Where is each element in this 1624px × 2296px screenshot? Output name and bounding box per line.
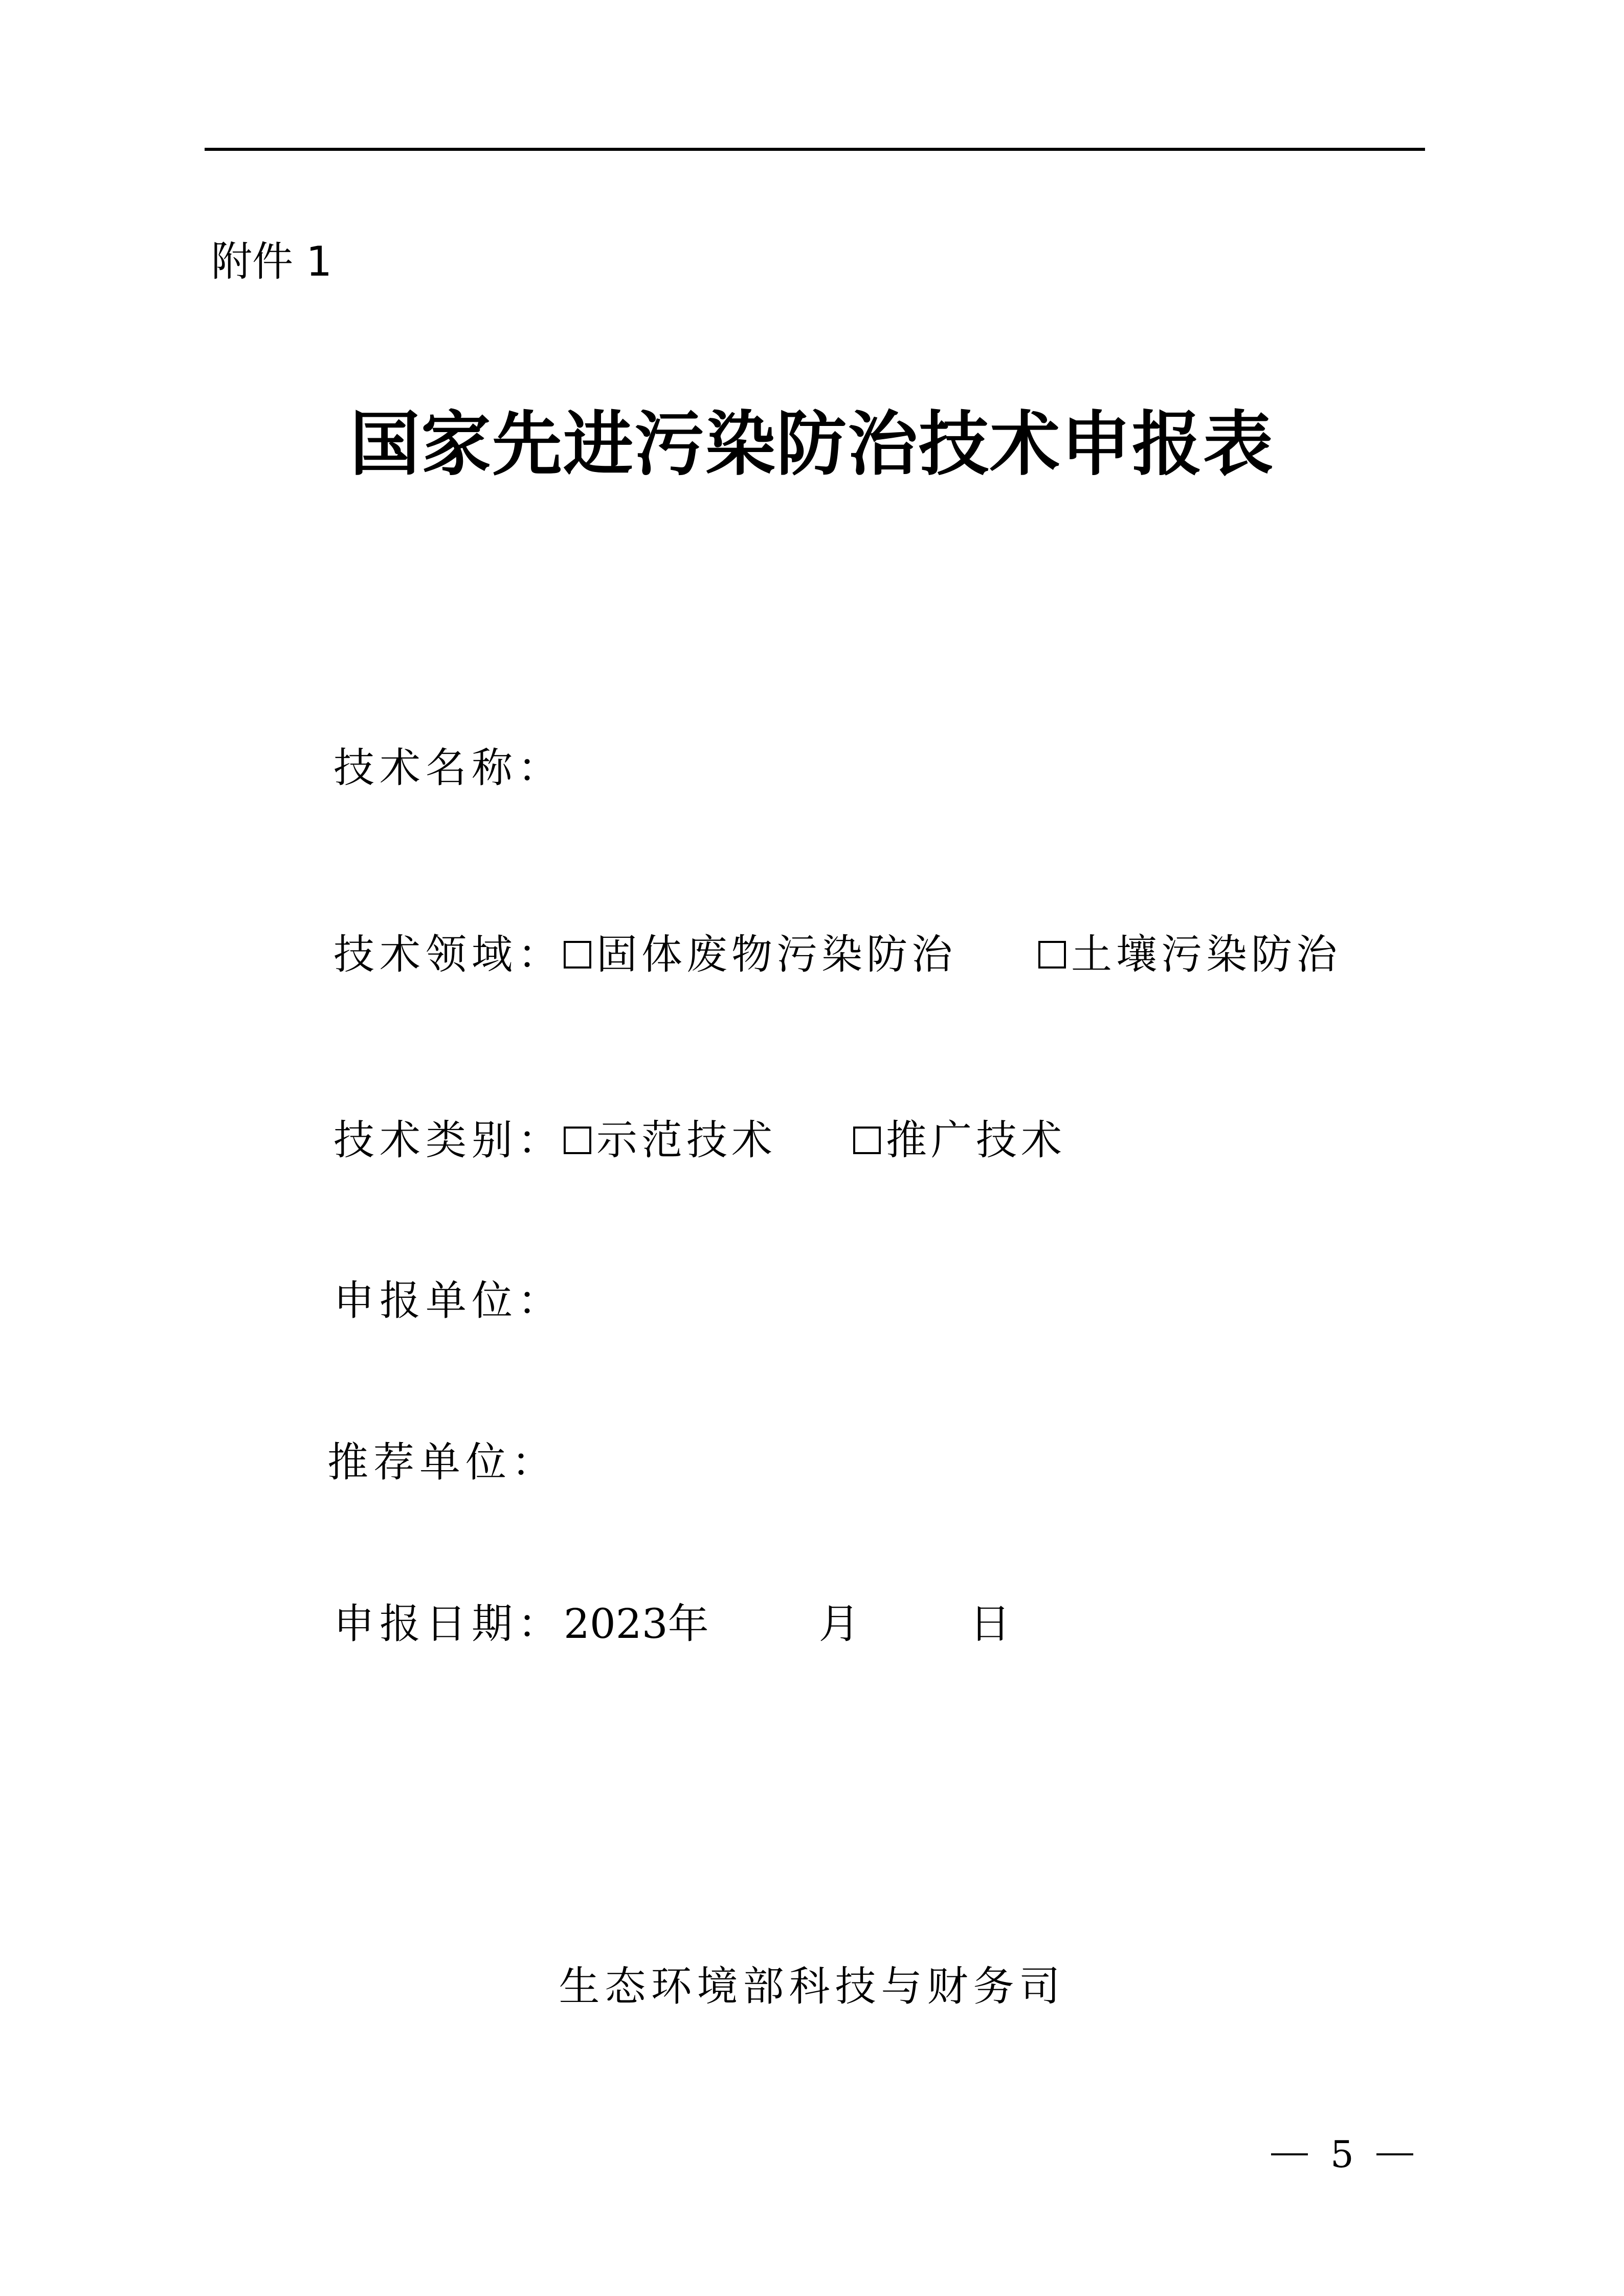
page-number — [1271, 2129, 1413, 2180]
issuing-organization: 生态环境部科技与财务司 — [559, 1963, 1065, 2010]
checkbox-icon[interactable] — [564, 1127, 591, 1154]
dash-right — [1376, 2153, 1413, 2155]
tech-category-option-demo[interactable] — [564, 1112, 776, 1168]
tech-name-label: 技术名称： — [333, 744, 564, 792]
option-label: 固体废物污染防治 — [596, 931, 956, 978]
tech-category-label: 技术类别： — [333, 1116, 564, 1164]
tech-name-row — [333, 740, 564, 796]
tech-field-row — [333, 927, 1341, 983]
date-year: 2023 — [564, 1600, 668, 1648]
dash-left — [1271, 2153, 1308, 2155]
form-title: 国家先进污染防治技术申报表 — [349, 404, 1274, 485]
date-row — [333, 1596, 1011, 1652]
applicant-label: 申报单位： — [333, 1277, 564, 1324]
checkbox-icon[interactable] — [853, 1127, 881, 1154]
checkbox-icon[interactable] — [564, 941, 591, 969]
date-year-unit: 年 — [668, 1600, 709, 1648]
tech-field-option-soil[interactable] — [1038, 927, 1341, 983]
header-rule — [205, 148, 1425, 151]
option-label: 示范技术 — [596, 1116, 776, 1164]
tech-category-option-promotion[interactable] — [853, 1112, 1066, 1168]
applicant-row — [333, 1273, 564, 1329]
tech-field-label: 技术领域： — [333, 931, 564, 978]
page-number-value: 5 — [1330, 2133, 1354, 2176]
attachment-label: 附件 1 — [211, 238, 332, 285]
date-label: 申报日期： — [333, 1600, 564, 1648]
option-label: 推广技术 — [886, 1116, 1066, 1164]
recommender-row — [327, 1434, 558, 1491]
checkbox-icon[interactable] — [1038, 941, 1066, 969]
tech-category-row — [333, 1112, 1066, 1168]
date-month-unit: 月 — [818, 1600, 860, 1648]
recommender-label: 推荐单位： — [327, 1438, 558, 1486]
tech-field-option-solid-waste[interactable] — [564, 927, 956, 983]
option-label: 土壤污染防治 — [1071, 931, 1341, 978]
date-day-unit: 日 — [969, 1600, 1011, 1648]
